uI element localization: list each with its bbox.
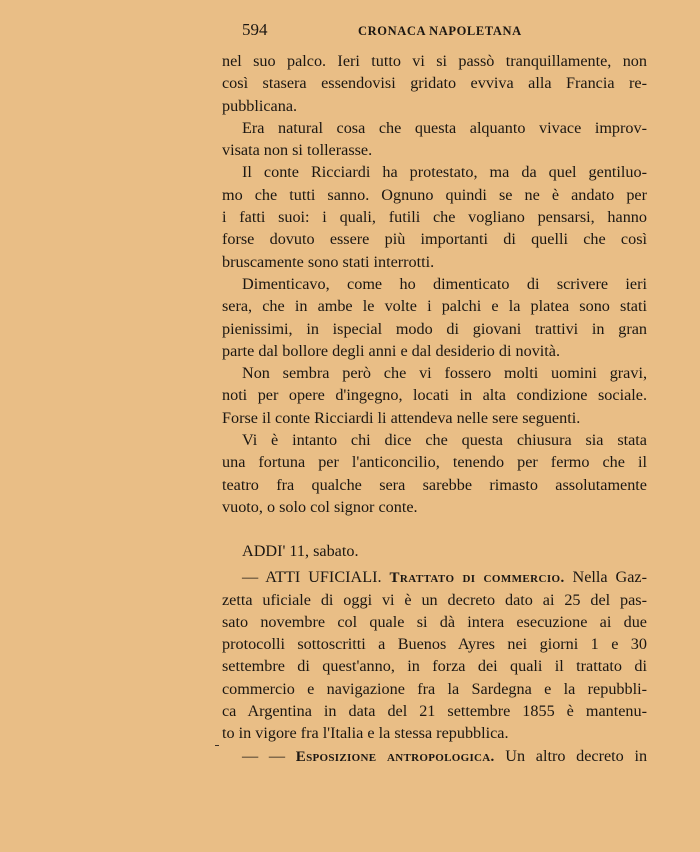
text-line: Non sembra però che vi fossero molti uomini gravi, (242, 364, 647, 383)
atti-heading: ATTI UFICIALI. (265, 568, 382, 587)
text-line: Forse il conte Ricciardi li attendeva nelle sere seguenti. (222, 408, 581, 427)
esposizione-heading: Esposizione antropologica. (295, 748, 495, 765)
text-line: Era natural cosa che questa alquanto vivace improv- (242, 118, 647, 137)
esposizione-heading-line (222, 745, 647, 767)
text-line: bruscamente sono stati interrotti. (222, 252, 435, 271)
text-line: Vi è intanto chi dice che questa chiusura sia stata (242, 431, 647, 450)
text-line: sato novembre col quale si dà intera esecuzione ai due (222, 612, 647, 631)
text-line: parte dal bollore degli anni e dal desiderio di novità. (222, 341, 561, 360)
running-head (222, 20, 647, 44)
text-line: Il conte Ricciardi ha protestato, ma da quel gentiluo- (242, 163, 647, 182)
atti-subheading: Trattato di commercio. (389, 570, 565, 587)
text-line: commercio e navigazione fra la Sardegna e la repubbli- (222, 679, 647, 698)
esposizione-tail: Un altro decreto in (505, 746, 647, 765)
em-dash: — (242, 568, 259, 587)
print-mark (215, 745, 219, 746)
atti-heading-line (222, 566, 647, 588)
date-heading: ADDI' 11, sabato. (242, 542, 359, 561)
text-line: ca Argentina in data del 21 settembre 1855 è mantenu- (222, 702, 647, 721)
text-line: settembre di quest'anno, in forza dei quali il trattato di (222, 657, 647, 676)
text-line: protocolli sottoscritti a Buenos Ayres nei giorni 1 e 30 (222, 635, 647, 654)
text-line: pienissimi, in ispecial modo di giovani trattivi in gran (222, 319, 647, 338)
text-line: mo che tutti sanno. Ognuno quindi se ne è andato per (222, 185, 647, 204)
text-line: zetta uficiale di oggi vi è un decreto dato ai 25 del pas- (222, 590, 647, 609)
text-line: teatro fra qualche sera sarebbe rimasto assolutamente (222, 475, 647, 494)
text-line: sera, che in ambe le volte i palchi e la platea sono stati (222, 297, 647, 316)
section-gap (222, 518, 647, 539)
atti-first-line-tail: Nella Gaz- (572, 568, 647, 587)
text-line: nel suo palco. Ieri tutto vi si passò tranquillamente, non (222, 52, 647, 70)
text-line: Dimenticavo, come ho dimenticato di scrivere ieri (242, 274, 647, 293)
double-dash: — — (242, 746, 286, 765)
text-line: pubblicana. (222, 96, 298, 115)
text-line: i fatti suoi: i quali, futili che vogliano pensarsi, hanno (222, 208, 647, 227)
text-line: visata non si tollerasse. (222, 141, 373, 160)
text-line: vuoto, o solo col signor conte. (222, 497, 418, 516)
page-number: 594 (242, 20, 268, 39)
text-line: una fortuna per l'anticoncilio, tenendo per fermo che il (222, 453, 647, 472)
body-text (222, 50, 647, 767)
text-line: noti per opere d'ingegno, locati in alta condizione sociale. (222, 386, 647, 405)
text-line: forse dovuto essere più importanti di quelli che così (222, 230, 647, 249)
text-line: così stasera essendovisi gridato evviva alla Francia re- (222, 74, 647, 93)
journal-title: CRONACA NAPOLETANA (358, 24, 522, 38)
text-line: to in vigore fra l'Italia e la stessa repubblica. (222, 724, 509, 743)
